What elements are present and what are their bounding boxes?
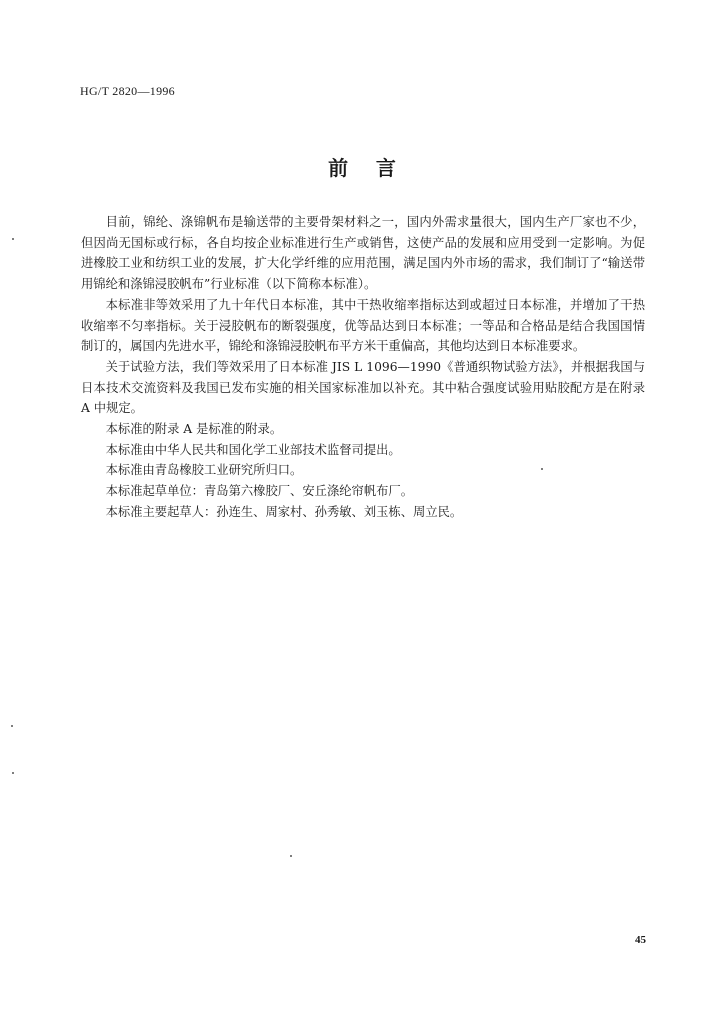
scan-speck [541,468,543,470]
page-title: 前 言 [328,156,396,180]
scan-speck [12,238,14,240]
paragraph-drafters: 本标准主要起草人：孙连生、周家村、孙秀敏、刘玉栋、周立民。 [105,504,463,519]
paragraph-appendix: 本标准的附录 A 是标准的附录。 [105,422,283,437]
paragraph-administered-by: 本标准由青岛橡胶工业研究所归口。 [105,463,303,478]
scan-speck [290,855,292,857]
paragraph-adoption: 本标准非等效采用了九十年代日本标准，其中干热收缩率指标达到或超过日本标准，并增加了干热收缩率不匀率指标。关于浸胶帆布的断裂强度，优等品达到日本标准；一等品和合格品是结合我国国情制订的，属国内先进水平，锦纶和涤锦浸胶帆布平方米干重偏高，其他均达到日本标准要求。 [81,297,645,354]
standard-code: HG/T 2820—1996 [80,84,175,98]
paragraph-test-methods: 关于试验方法，我们等效采用了日本标准 JIS L 1096—1990《普通织物试验方法》，并根据我国与日本技术交流资料及我国已发布实施的相关国家标准加以补充。其中粘合强度试验用贴胶配方是在附录 A 中规定。 [81,359,645,416]
foreword-body [81,212,645,523]
scan-speck [12,772,14,774]
page-number: 45 [635,934,646,946]
paragraph-proposed-by: 本标准由中华人民共和国化学工业部技术监督司提出。 [105,442,401,457]
paragraph-drafting-units: 本标准起草单位：青岛第六橡胶厂、安丘涤纶帘帆布厂。 [105,484,414,499]
scan-speck [11,725,13,727]
paragraph-background: 目前，锦纶、涤锦帆布是输送带的主要骨架材料之一，国内外需求量很大，国内生产厂家也不少，但因尚无国标或行标，各自均按企业标准进行生产或销售，这使产品的发展和应用受到一定影响。为促进橡胶工业和纺织工业的发展，扩大化学纤维的应用范围，满足国内外市场的需求，我们制订了“输送带用锦纶和涤锦浸胶帆布”行业标准（以下简称本标准）。 [81,215,645,292]
